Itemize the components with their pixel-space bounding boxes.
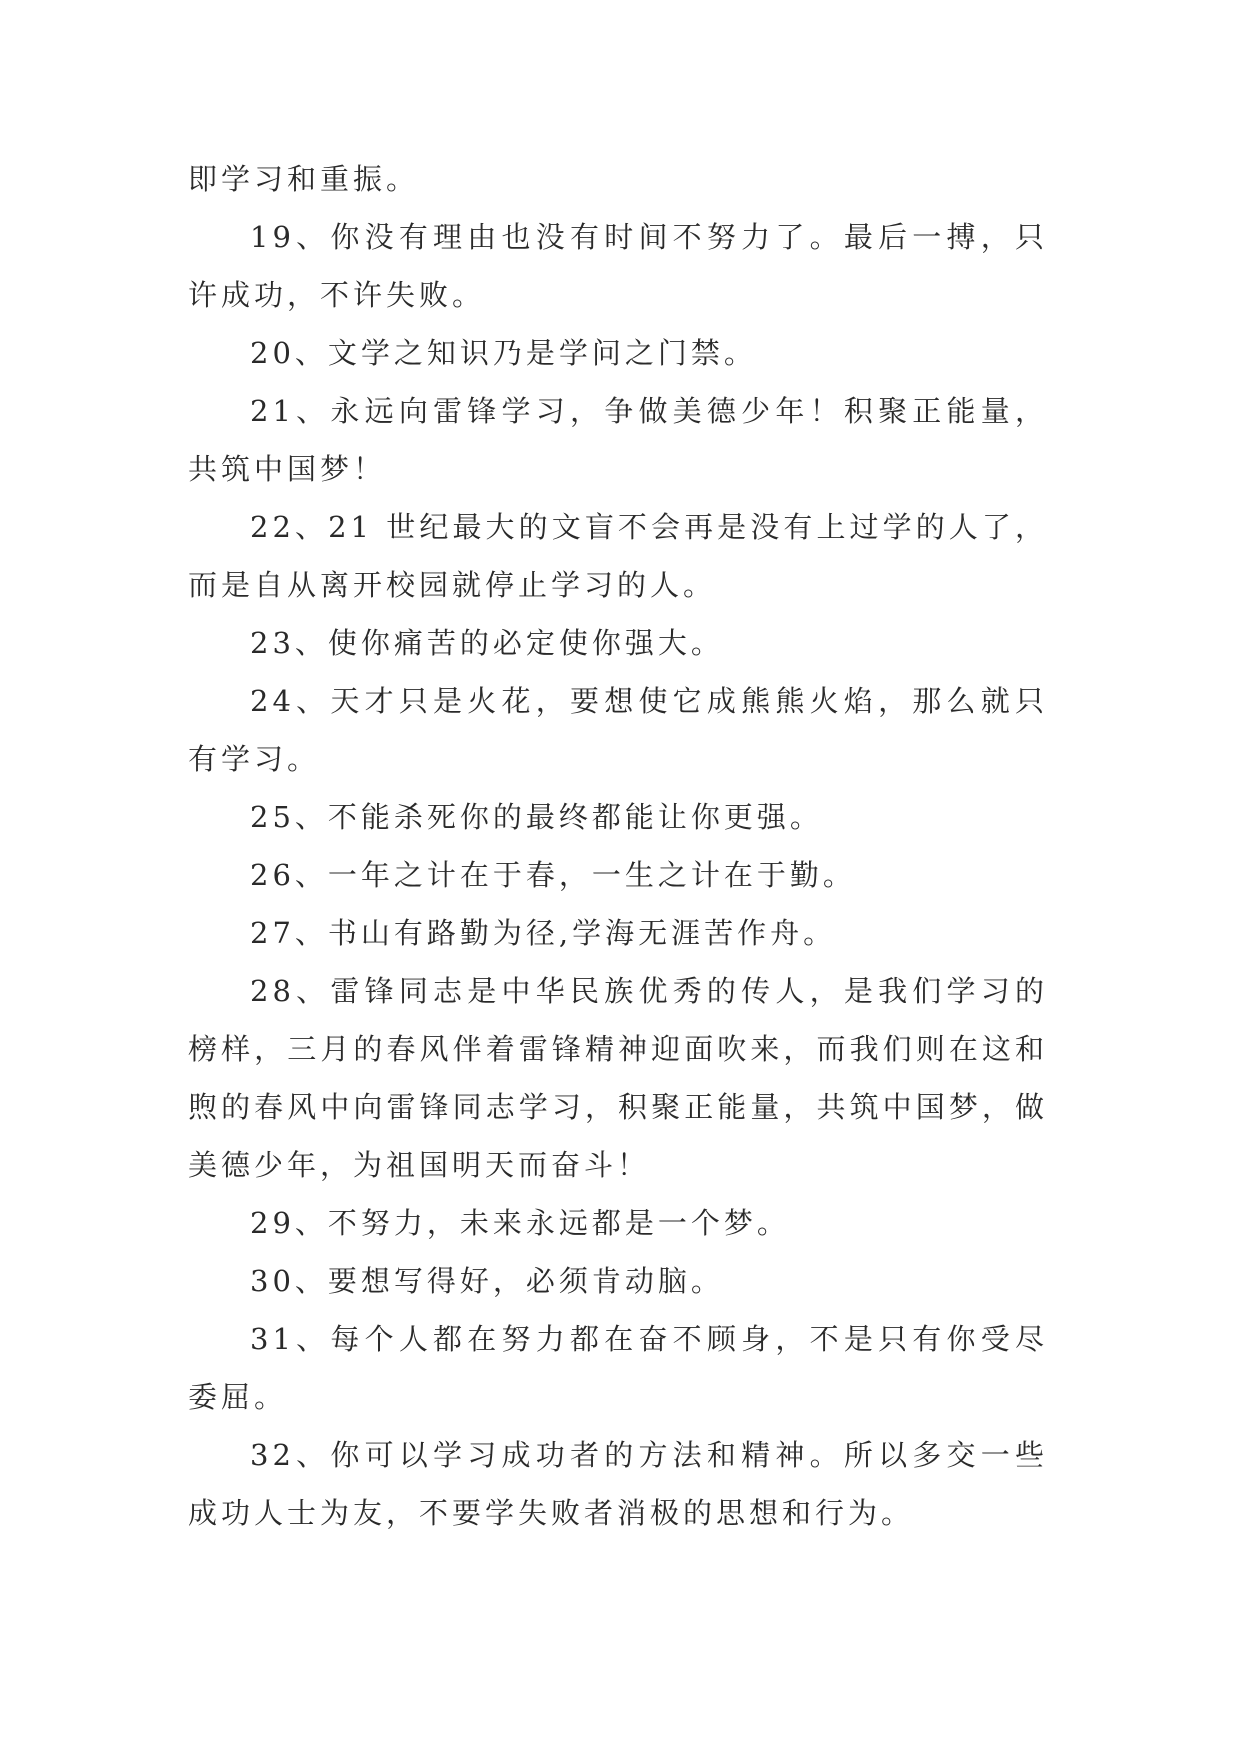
quote-24: 24、天才只是火花，要想使它成熊熊火焰，那么就只有学习。 <box>188 684 1048 776</box>
quote-31: 31、每个人都在努力都在奋不顾身，不是只有你受尽委屈。 <box>188 1322 1048 1414</box>
quote-25: 25、不能杀死你的最终都能让你更强。 <box>250 800 823 834</box>
paragraph-continuation: 即学习和重振。 <box>188 162 420 196</box>
quote-21: 21、永远向雷锋学习，争做美德少年！积聚正能量，共筑中国梦！ <box>188 394 1048 486</box>
document-body <box>188 150 1048 1542</box>
quote-19: 19、你没有理由也没有时间不努力了。最后一搏，只许成功，不许失败。 <box>188 220 1048 312</box>
quote-32: 32、你可以学习成功者的方法和精神。所以多交一些成功人士为友，不要学失败者消极的思想和行为。 <box>188 1438 1048 1530</box>
quote-29: 29、不努力，未来永远都是一个梦。 <box>250 1206 790 1240</box>
quote-23: 23、使你痛苦的必定使你强大。 <box>250 626 724 660</box>
quote-20: 20、文学之知识乃是学问之门禁。 <box>250 336 757 370</box>
quote-22: 22、21 世纪最大的文盲不会再是没有上过学的人了，而是自从离开校园就停止学习的人。 <box>188 510 1048 602</box>
quote-27: 27、书山有路勤为径,学海无涯苦作舟。 <box>250 916 837 950</box>
quote-26: 26、一年之计在于春，一生之计在于勤。 <box>250 858 856 892</box>
quote-28: 28、雷锋同志是中华民族优秀的传人，是我们学习的榜样，三月的春风伴着雷锋精神迎面吹来，而我们则在这和煦的春风中向雷锋同志学习，积聚正能量，共筑中国梦，做美德少年，为祖国明天而奋斗！ <box>188 974 1048 1182</box>
quote-30: 30、要想写得好，必须肯动脑。 <box>250 1264 724 1298</box>
